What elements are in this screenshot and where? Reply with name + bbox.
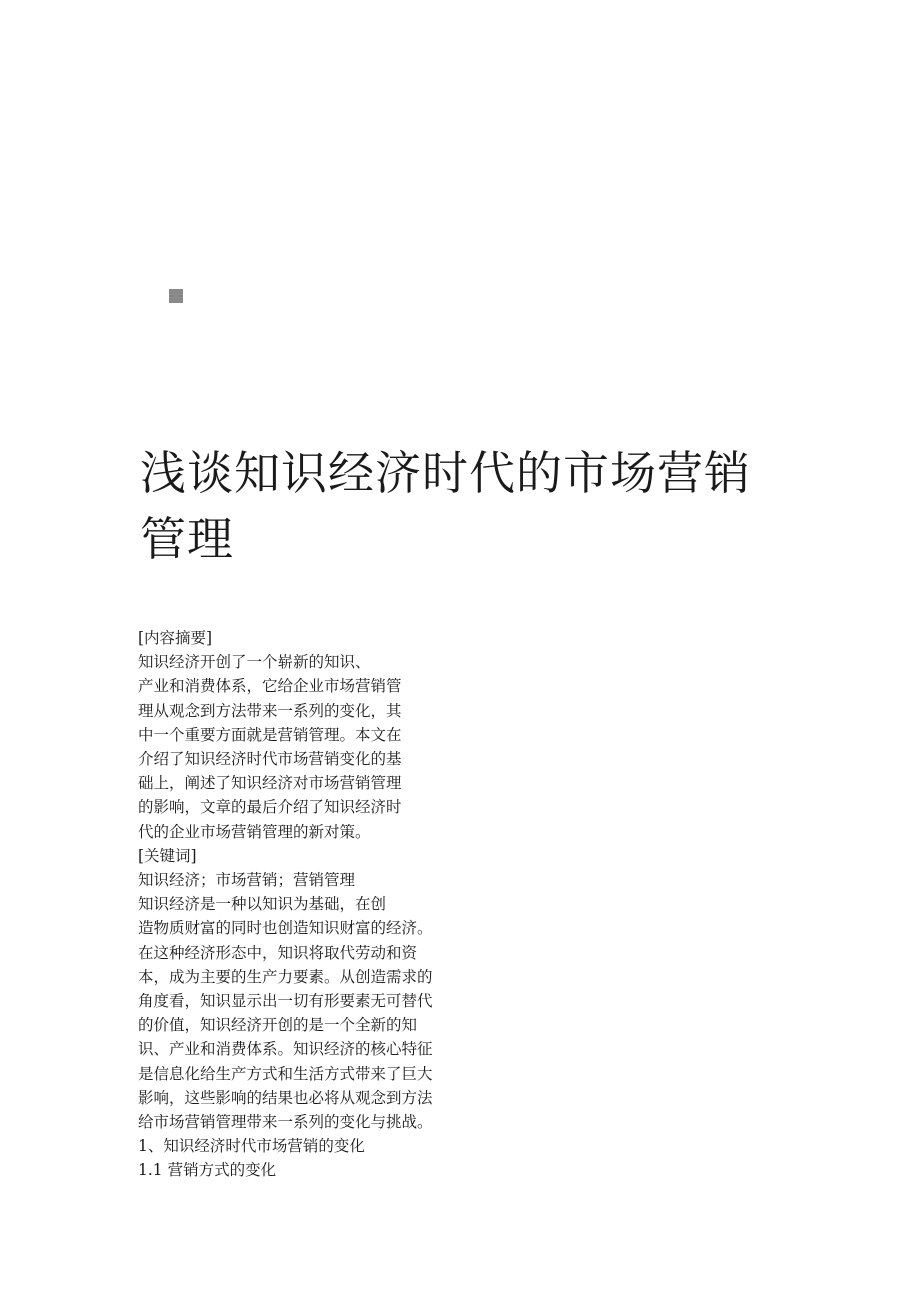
body-line: 本，成为主要的生产力要素。从创造需求的 — [138, 967, 433, 986]
title-line: 浅谈知识经济时代的市场营销 — [140, 446, 751, 500]
body-line: 的价值，知识经济开创的是一个全新的知 — [138, 1016, 418, 1035]
title-line: 管理 — [140, 512, 234, 566]
body-line: 知识经济是一种以知识为基础，在创 — [138, 895, 387, 914]
page-title — [140, 440, 800, 572]
section-heading: 1、知识经济时代市场营销的变化 — [138, 1137, 365, 1156]
bullet-square-icon — [169, 289, 183, 303]
abstract-line: 中一个重要方面就是营销管理。本文在 — [138, 725, 402, 744]
abstract-line: 介绍了知识经济时代市场营销变化的基 — [138, 750, 402, 769]
abstract-line: 代的企业市场营销管理的新对策。 — [138, 822, 371, 841]
body-line: 给市场营销管理带来一系列的变化与挑战。 — [138, 1113, 433, 1132]
body-line: 造物质财富的同时也创造知识财富的经济。 — [138, 919, 433, 938]
document-body — [138, 626, 468, 1183]
abstract-line: 的影响，文章的最后介绍了知识经济时 — [138, 798, 402, 817]
body-line: 识、产业和消费体系。知识经济的核心特征 — [138, 1040, 433, 1059]
abstract-heading: [内容摘要] — [138, 629, 213, 647]
keywords-heading: [关键词] — [138, 846, 197, 865]
abstract-line: 础上，阐述了知识经济对市场营销管理 — [138, 774, 402, 793]
abstract-line: 知识经济开创了一个崭新的知识、 — [138, 653, 371, 672]
keywords-line: 知识经济；市场营销；营销管理 — [138, 871, 356, 890]
subsection-heading: 1.1 营销方式的变化 — [138, 1161, 277, 1180]
body-line: 是信息化给生产方式和生活方式带来了巨大 — [138, 1064, 433, 1083]
abstract-line: 产业和消费体系，它给企业市场营销管 — [138, 677, 402, 696]
body-line: 影响，这些影响的结果也必将从观念到方法 — [138, 1088, 433, 1107]
body-line: 角度看，知识显示出一切有形要素无可替代 — [138, 992, 433, 1011]
body-line: 在这种经济形态中，知识将取代劳动和资 — [138, 943, 418, 962]
abstract-line: 理从观念到方法带来一系列的变化，其 — [138, 701, 402, 720]
